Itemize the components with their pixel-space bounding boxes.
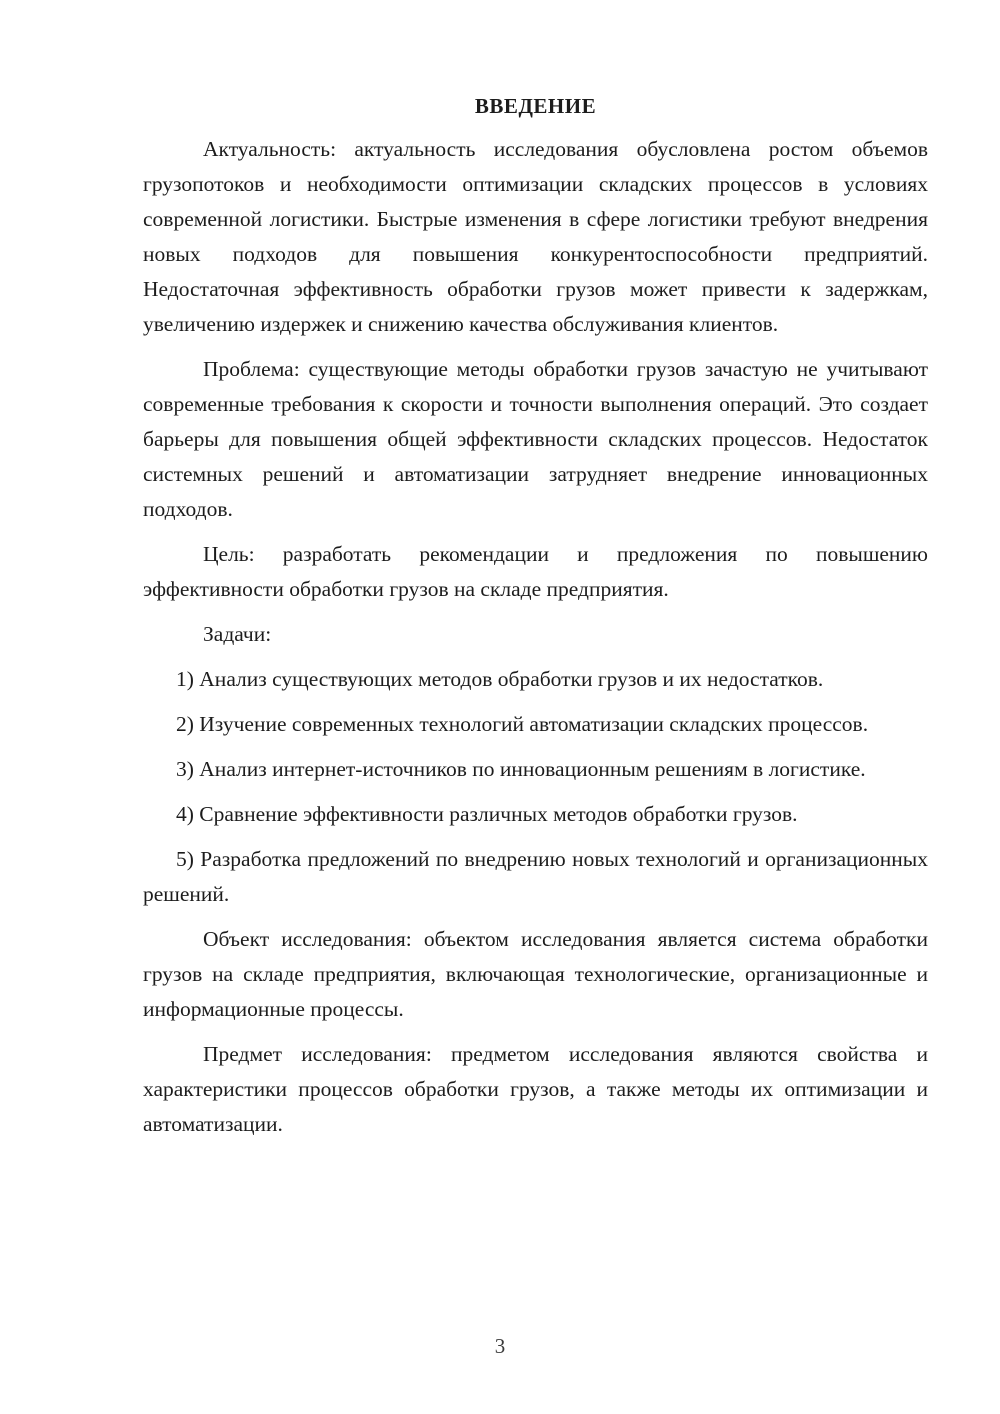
task-item-3: 3) Анализ интернет-источников по инновационным решениям в логистике.	[176, 757, 866, 782]
task-item-1: 1) Анализ существующих методов обработки грузов и их недостатков.	[176, 667, 824, 692]
page-content	[143, 94, 928, 1152]
task-item-5: 5) Разработка предложений по внедрению новых технологий и организационных решений.	[143, 847, 928, 907]
problem-paragraph: Проблема: существующие методы обработки грузов зачастую не учитывают современные требования к скорости и точности выполнения операций. Это создает барьеры для повышения общей эффективности складских процессов. Недостаток системных решений и автоматизации затрудняет внедрение инновационных подходов.	[143, 357, 928, 522]
section-title: ВВЕДЕНИЕ	[474, 94, 597, 118]
relevance-paragraph: Актуальность: актуальность исследования обусловлена ростом объемов грузопотоков и необходимости оптимизации складских процессов в условиях современной логистики. Быстрые изменения в сфере логистики требуют внедрения новых подходов для повышения конкурентоспособности предприятий. Недостаточная эффективность обработки грузов может привести к задержкам, увеличению издержек и снижению качества обслуживания клиентов.	[143, 137, 928, 337]
goal-paragraph: Цель: разработать рекомендации и предложения по повышению эффективности обработки грузов на складе предприятия.	[143, 542, 928, 602]
tasks-heading: Задачи:	[203, 622, 272, 647]
object-paragraph: Объект исследования: объектом исследования является система обработки грузов на складе предприятия, включающая технологические, организационные и информационные процессы.	[143, 927, 928, 1022]
subject-paragraph: Предмет исследования: предметом исследования являются свойства и характеристики процессов обработки грузов, а также методы их оптимизации и автоматизации.	[143, 1042, 928, 1137]
task-item-4: 4) Сравнение эффективности различных методов обработки грузов.	[176, 802, 798, 827]
page-number: 3	[494, 1334, 506, 1358]
task-item-2: 2) Изучение современных технологий автоматизации складских процессов.	[176, 712, 869, 737]
